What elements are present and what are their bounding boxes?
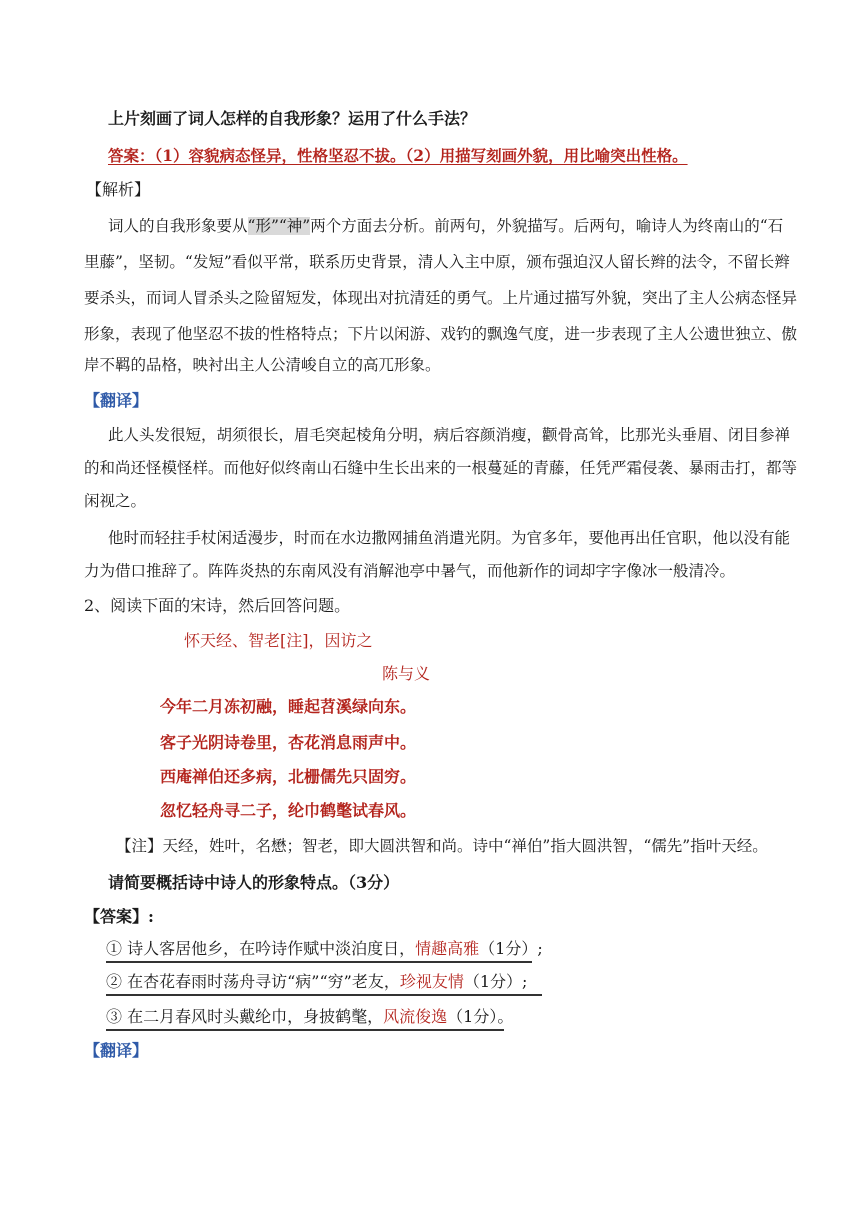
poem-author: 陈与义 [382,664,431,683]
answer-underline [106,994,542,996]
question-1: 上片刻画了词人怎样的自我形象？运用了什么手法？ [108,109,477,128]
poem-line-1: 今年二月冻初融，睡起苕溪绿向东。 [160,697,417,716]
poem-line-2: 客子光阴诗卷里，杏花消息雨声中。 [160,733,417,752]
translation-2-line-2: 力为借口推辞了。阵阵炎热的东南风没有消解池亭中暑气，而他新作的词却字字像冰一般清冷。 [84,562,736,580]
analysis-line-1-b: 两个方面去分析。前两句，外貌描写。后两句，喻诗人为终南山的“石 [310,217,784,235]
analysis-line-1-a: 词人的自我形象要从 [108,217,248,235]
answer-item-text: 在杏花春雨时荡舟寻访“病”“穷”老友， [127,972,400,991]
answer-1: 答案：（1）容貌病态怪异，性格坚忍不拔。（2）用描写刻画外貌，用比喻突出性格。 [108,146,688,165]
poem-line-3: 西庵禅伯还多病，北栅儒先只固穷。 [160,767,417,786]
translation-1-line-1: 此人头发很短，胡须很长，眉毛突起棱角分明，病后容颜消瘦，颧骨高耸，比那光头垂眉、闭目参禅 [108,426,791,444]
poem-title: 怀天经、智老[注]，因访之 [184,631,373,650]
answer-item-score: （1分）; [479,939,543,958]
answer-item-score: （1分）。 [447,1007,514,1026]
analysis-line-5: 岸不羁的品格，映衬出主人公清峻自立的高兀形象。 [84,356,441,374]
answer-item-key: 情趣高雅 [415,939,480,958]
answer-item-text: 在二月春风时头戴纶巾，身披鹤氅， [127,1007,384,1026]
analysis-line-3: 要杀头，而词人冒杀头之险留短发，体现出对抗清廷的勇气。上片通过描写外貌，突出了主人公病态怪异 [84,289,798,307]
answer-item-number: ① [106,939,123,958]
analysis-line-2: 里藤”，坚韧。“发短”看似平常，联系历史背景，清人入主中原，颁布强迫汉人留长辫的法令，不留长辫 [84,253,790,271]
analysis-line-1 [108,216,783,236]
answer-2-label: 【答案】: [84,907,154,926]
highlight-xing-shen: “形”“神” [247,217,311,235]
answer-item-text: 诗人客居他乡，在吟诗作赋中淡泊度日， [127,939,416,958]
answer-2-item-1 [106,939,543,959]
answer-item-key: 珍视友情 [399,972,464,991]
question-2: 请简要概括诗中诗人的形象特点。（3分） [108,873,400,892]
poem-note: 【注】天经，姓叶，名懋；智老，即大圆洪智和尚。诗中“禅伯”指大圆洪智，“儒先”指叶天经。 [116,837,768,855]
answer-2-item-3 [106,1007,513,1027]
translation-1-line-3: 闲视之。 [84,492,147,510]
answer-item-score: （1分）; [463,972,528,991]
question-2-intro: 2、阅读下面的宋诗，然后回答问题。 [84,596,351,615]
translation-2-line-1: 他时而轻拄手杖闲适漫步，时而在水边撒网捕鱼消遣光阴。为官多年，要他再出任官职，他以没有能 [108,529,791,547]
answer-2-item-2 [106,972,527,992]
analysis-label: 【解析】 [86,180,151,199]
answer-underline [106,1029,504,1031]
answer-item-number: ③ [106,1007,123,1026]
answer-item-key: 风流俊逸 [383,1007,448,1026]
poem-line-4: 忽忆轻舟寻二子，纶巾鹤氅试春风。 [160,801,417,820]
translation-label: 【翻译】 [84,391,149,410]
answer-underline [106,961,532,963]
translation-1-line-2: 的和尚还怪模怪样。而他好似终南山石缝中生长出来的一根蔓延的青藤，任凭严霜侵袭、暴雨击打，都等 [84,459,798,477]
translation-label-2: 【翻译】 [84,1041,149,1060]
answer-item-number: ② [106,972,123,991]
analysis-line-4: 形象，表现了他坚忍不拔的性格特点；下片以闲游、戏钓的飘逸气度，进一步表现了主人公遗世独立、傲 [84,325,798,343]
